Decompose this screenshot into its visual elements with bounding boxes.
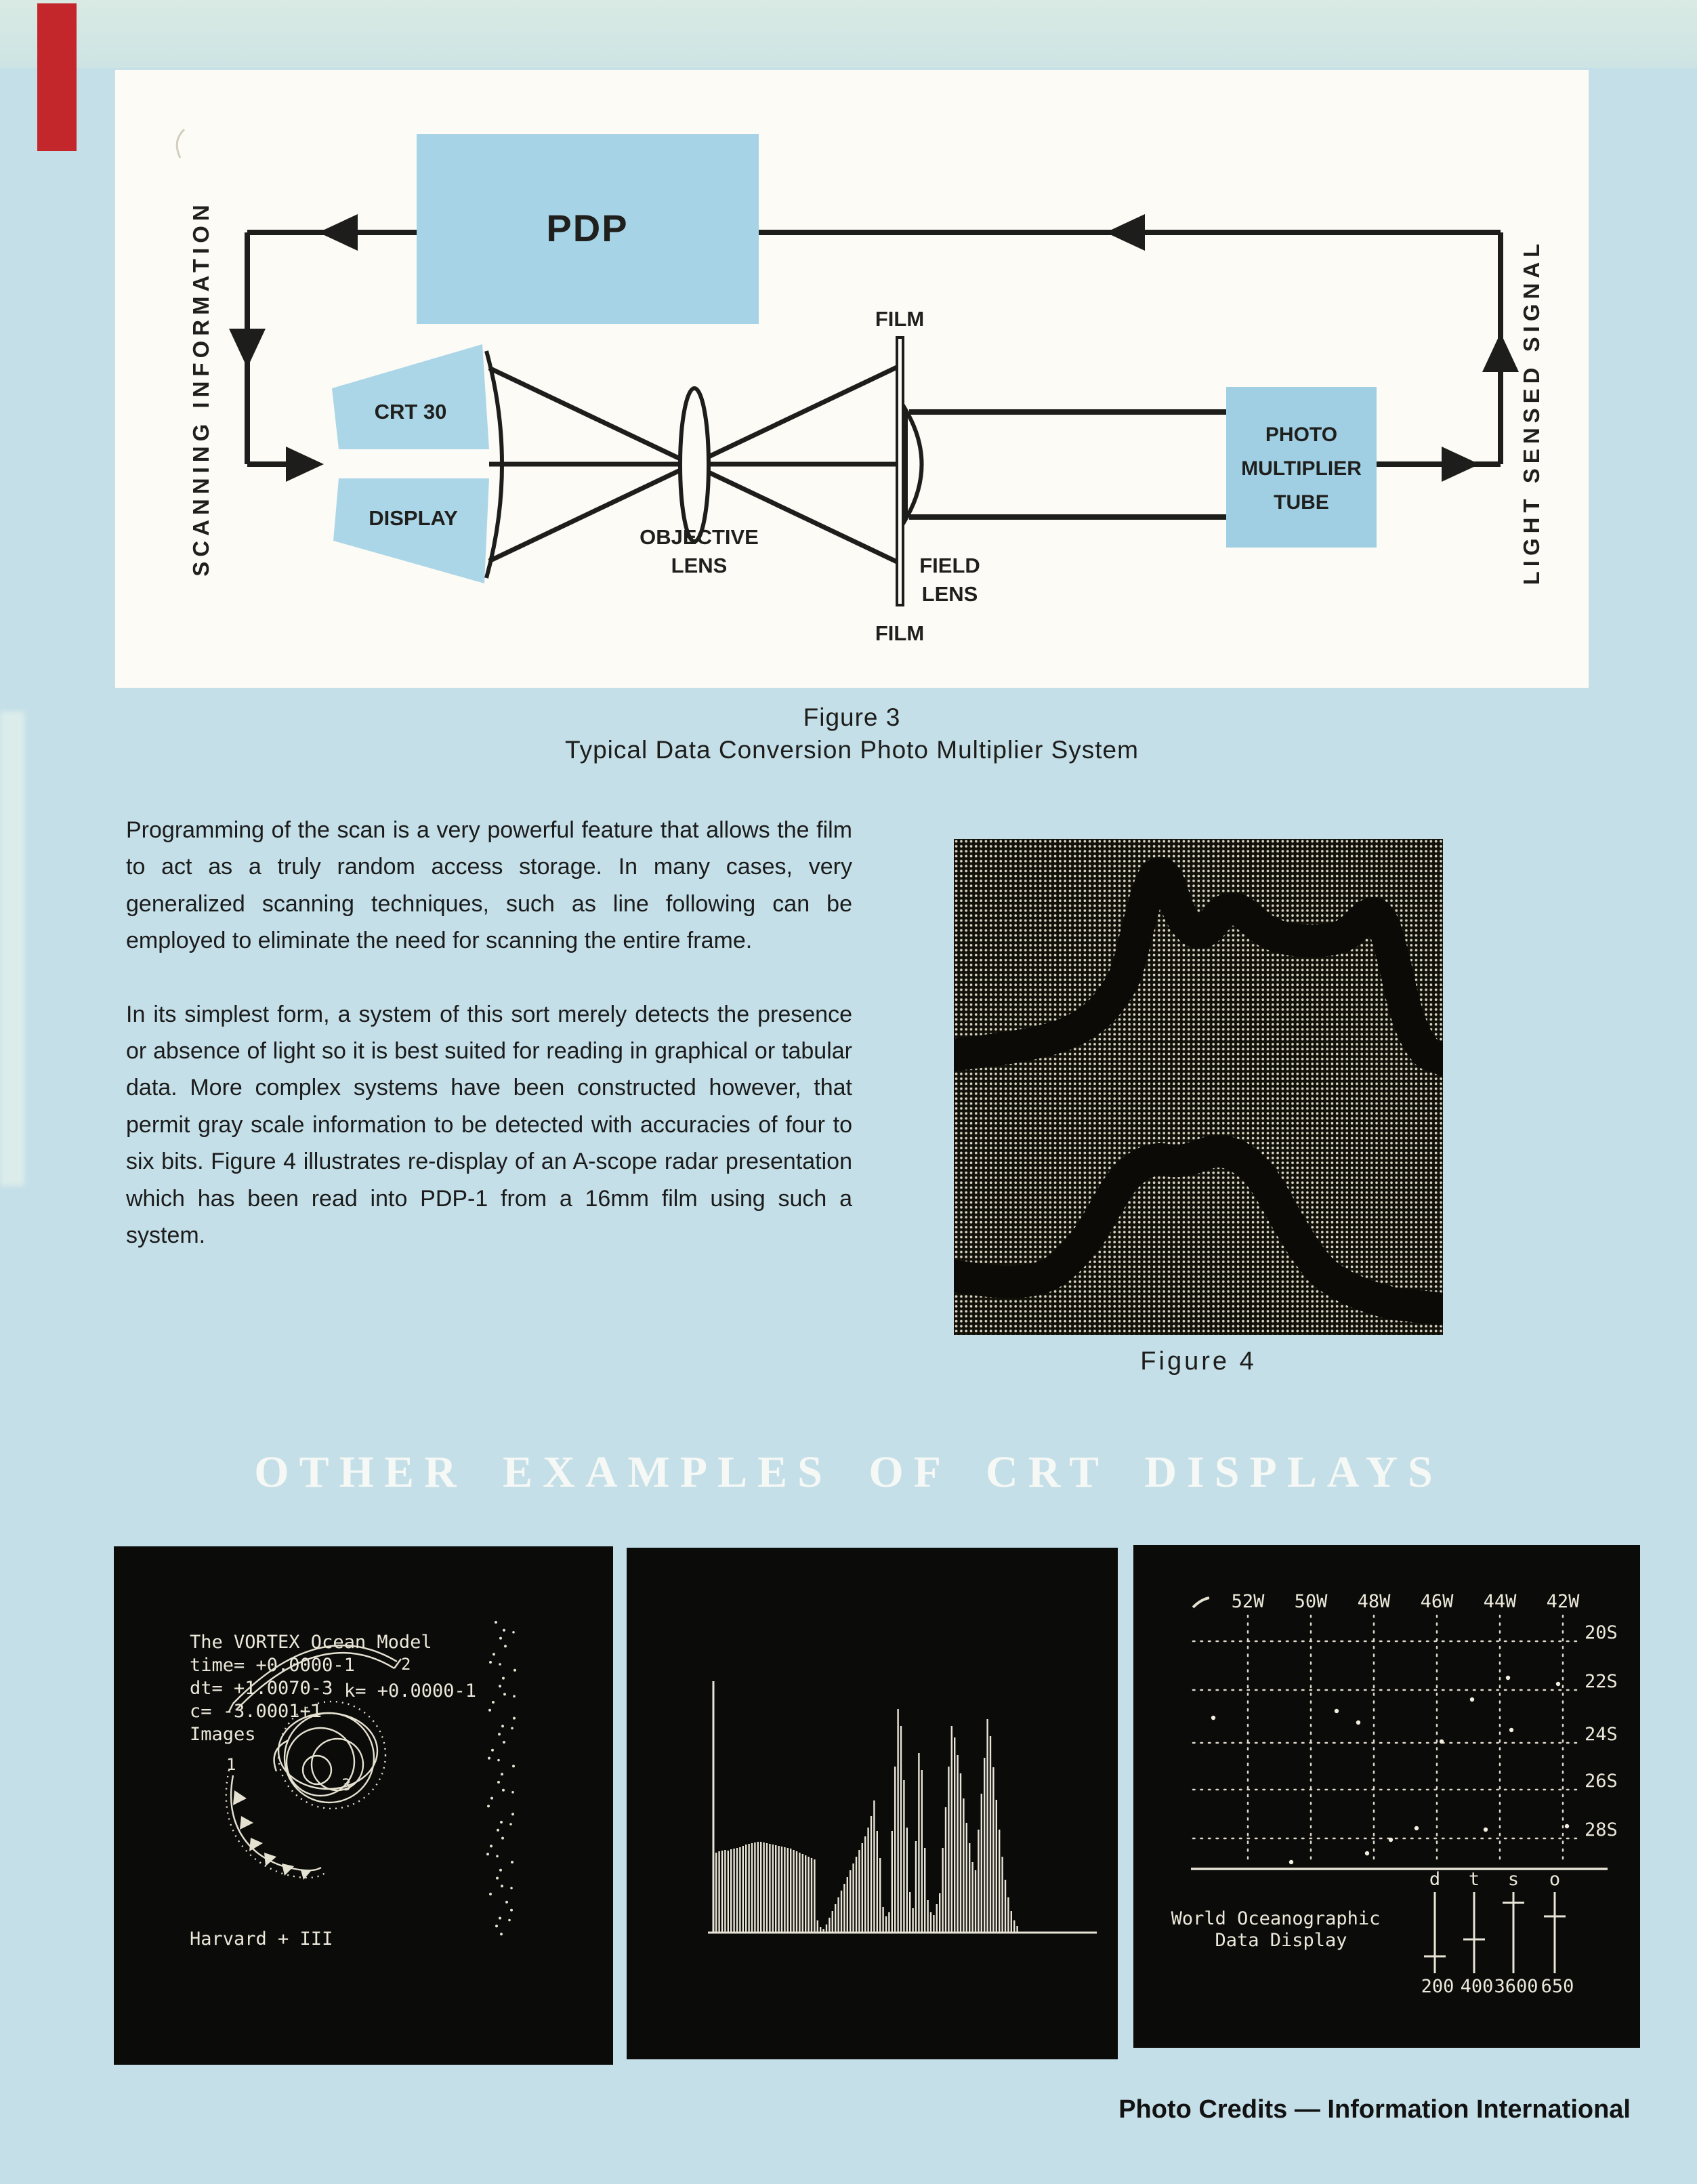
ocean-title-1: World Oceanographic xyxy=(1171,1908,1381,1929)
pmt-label-2: MULTIPLIER xyxy=(1241,457,1362,480)
photo-multiplier-diagram xyxy=(115,70,1589,688)
body-text-column xyxy=(126,812,852,1290)
figure3-diagram-panel xyxy=(115,70,1589,688)
figure4-caption: Figure 4 xyxy=(1140,1347,1257,1376)
lon-label: 48W xyxy=(1357,1591,1391,1612)
lat-label: 26S xyxy=(1585,1771,1618,1792)
lon-label: 46W xyxy=(1420,1591,1454,1612)
light-sensed-signal-label: LIGHT SENSED SIGNAL xyxy=(1519,239,1544,585)
figure4-radar-image xyxy=(954,839,1443,1335)
crt30-label: CRT 30 xyxy=(374,400,447,424)
ocean-data-points xyxy=(1211,1676,1569,1864)
marker-value: 200 xyxy=(1421,1976,1454,1997)
field-lens-label-1: FIELD xyxy=(919,554,980,577)
display-label: DISPLAY xyxy=(369,506,458,530)
marker-value: 650 xyxy=(1541,1976,1574,1997)
crt-upper-shape xyxy=(332,344,489,449)
ocean-grid-labels xyxy=(1232,1591,1618,1840)
marker-letter: o xyxy=(1549,1869,1561,1890)
crt-photo-vortex xyxy=(114,1546,613,2065)
vortex-images: Images xyxy=(190,1724,256,1745)
film-strip xyxy=(897,337,903,605)
crt-lower-shape xyxy=(333,478,489,583)
crt-photo-oceanographic xyxy=(1133,1545,1640,2048)
light-pipe xyxy=(909,412,1226,517)
vortex-dot-column xyxy=(486,1621,516,1935)
page-left-edge xyxy=(0,712,24,1186)
vortex-title: The VORTEX Ocean Model xyxy=(190,1632,432,1653)
vortex-footer: Harvard + III xyxy=(190,1929,333,1950)
photo-credits: Photo Credits — Information International xyxy=(1118,2095,1631,2124)
marker-letter: t xyxy=(1468,1869,1480,1890)
pmt-label-3: TUBE xyxy=(1274,491,1329,514)
vortex-marker-2: 2 xyxy=(401,1655,411,1674)
marker-letter: d xyxy=(1429,1869,1441,1890)
lon-label: 42W xyxy=(1546,1591,1580,1612)
vortex-dt: dt= +1.0070-3 xyxy=(190,1678,333,1699)
vortex-k: k= +0.0000-1 xyxy=(344,1681,477,1702)
ocean-title-2: Data Display xyxy=(1215,1930,1347,1951)
lon-label: 50W xyxy=(1294,1591,1328,1612)
vortex-front-triangles xyxy=(233,1790,312,1880)
section-title: OTHER EXAMPLES OF CRT DISPLAYS xyxy=(254,1447,1443,1497)
marker-letter: s xyxy=(1507,1869,1520,1890)
paragraph-2: In its simplest form, a system of this sort merely detects the presence or absence of light so it is best suited for reading in graphical or tabular data. More complex systems have been constructed however, that permit gray scale information to be detected with accuracies of four to six bits. Figure 4 illustrates re-display of an A-scope radar presentation which has been read into PDP-1 from a 16mm film using such a system. xyxy=(126,1001,852,1248)
scanning-information-label: SCANNING INFORMATION xyxy=(188,200,213,577)
objective-lens-label-2: LENS xyxy=(671,554,728,577)
ocean-scale-markers xyxy=(1421,1869,1574,1997)
vortex-c: c= -3.0001+1 xyxy=(190,1701,322,1722)
figure3-caption-line2: Typical Data Conversion Photo Multiplier System xyxy=(565,736,1139,764)
objective-lens xyxy=(680,388,709,541)
field-lens xyxy=(906,410,922,519)
figure3-caption-line1: Figure 3 xyxy=(803,703,901,731)
red-index-tab xyxy=(37,3,77,151)
lon-label: 44W xyxy=(1483,1591,1517,1612)
film-label-bottom: FILM xyxy=(875,621,925,645)
objective-lens-label-1: OBJECTIVE xyxy=(640,525,759,549)
pdp-label: PDP xyxy=(546,207,629,249)
field-lens-label-2: LENS xyxy=(921,582,978,606)
page-top-edge xyxy=(0,0,1697,68)
histogram-bars xyxy=(715,1709,1018,1933)
lat-label: 20S xyxy=(1585,1622,1618,1643)
marker-value: 3600 xyxy=(1494,1976,1538,1997)
paragraph-1: Programming of the scan is a very powerful feature that allows the film to act as a truly random access storage. In many cases, very generalized scanning techniques, such as line following can be employed to eliminate the need for scanning the entire frame. xyxy=(126,817,852,954)
film-label-top: FILM xyxy=(875,307,925,331)
vortex-time: time= +0.0000-1 xyxy=(190,1655,355,1676)
vortex-marker-3: 3 xyxy=(341,1775,352,1794)
pmt-label-1: PHOTO xyxy=(1265,424,1338,446)
lat-label: 28S xyxy=(1585,1819,1618,1840)
lat-label: 24S xyxy=(1585,1724,1618,1745)
ocean-grid xyxy=(1193,1615,1578,1865)
marker-value: 400 xyxy=(1460,1976,1494,1997)
lon-label: 52W xyxy=(1231,1591,1265,1612)
lat-label: 22S xyxy=(1585,1671,1618,1692)
vortex-marker-1: 1 xyxy=(226,1755,236,1774)
crt-photo-histogram xyxy=(627,1548,1118,2059)
